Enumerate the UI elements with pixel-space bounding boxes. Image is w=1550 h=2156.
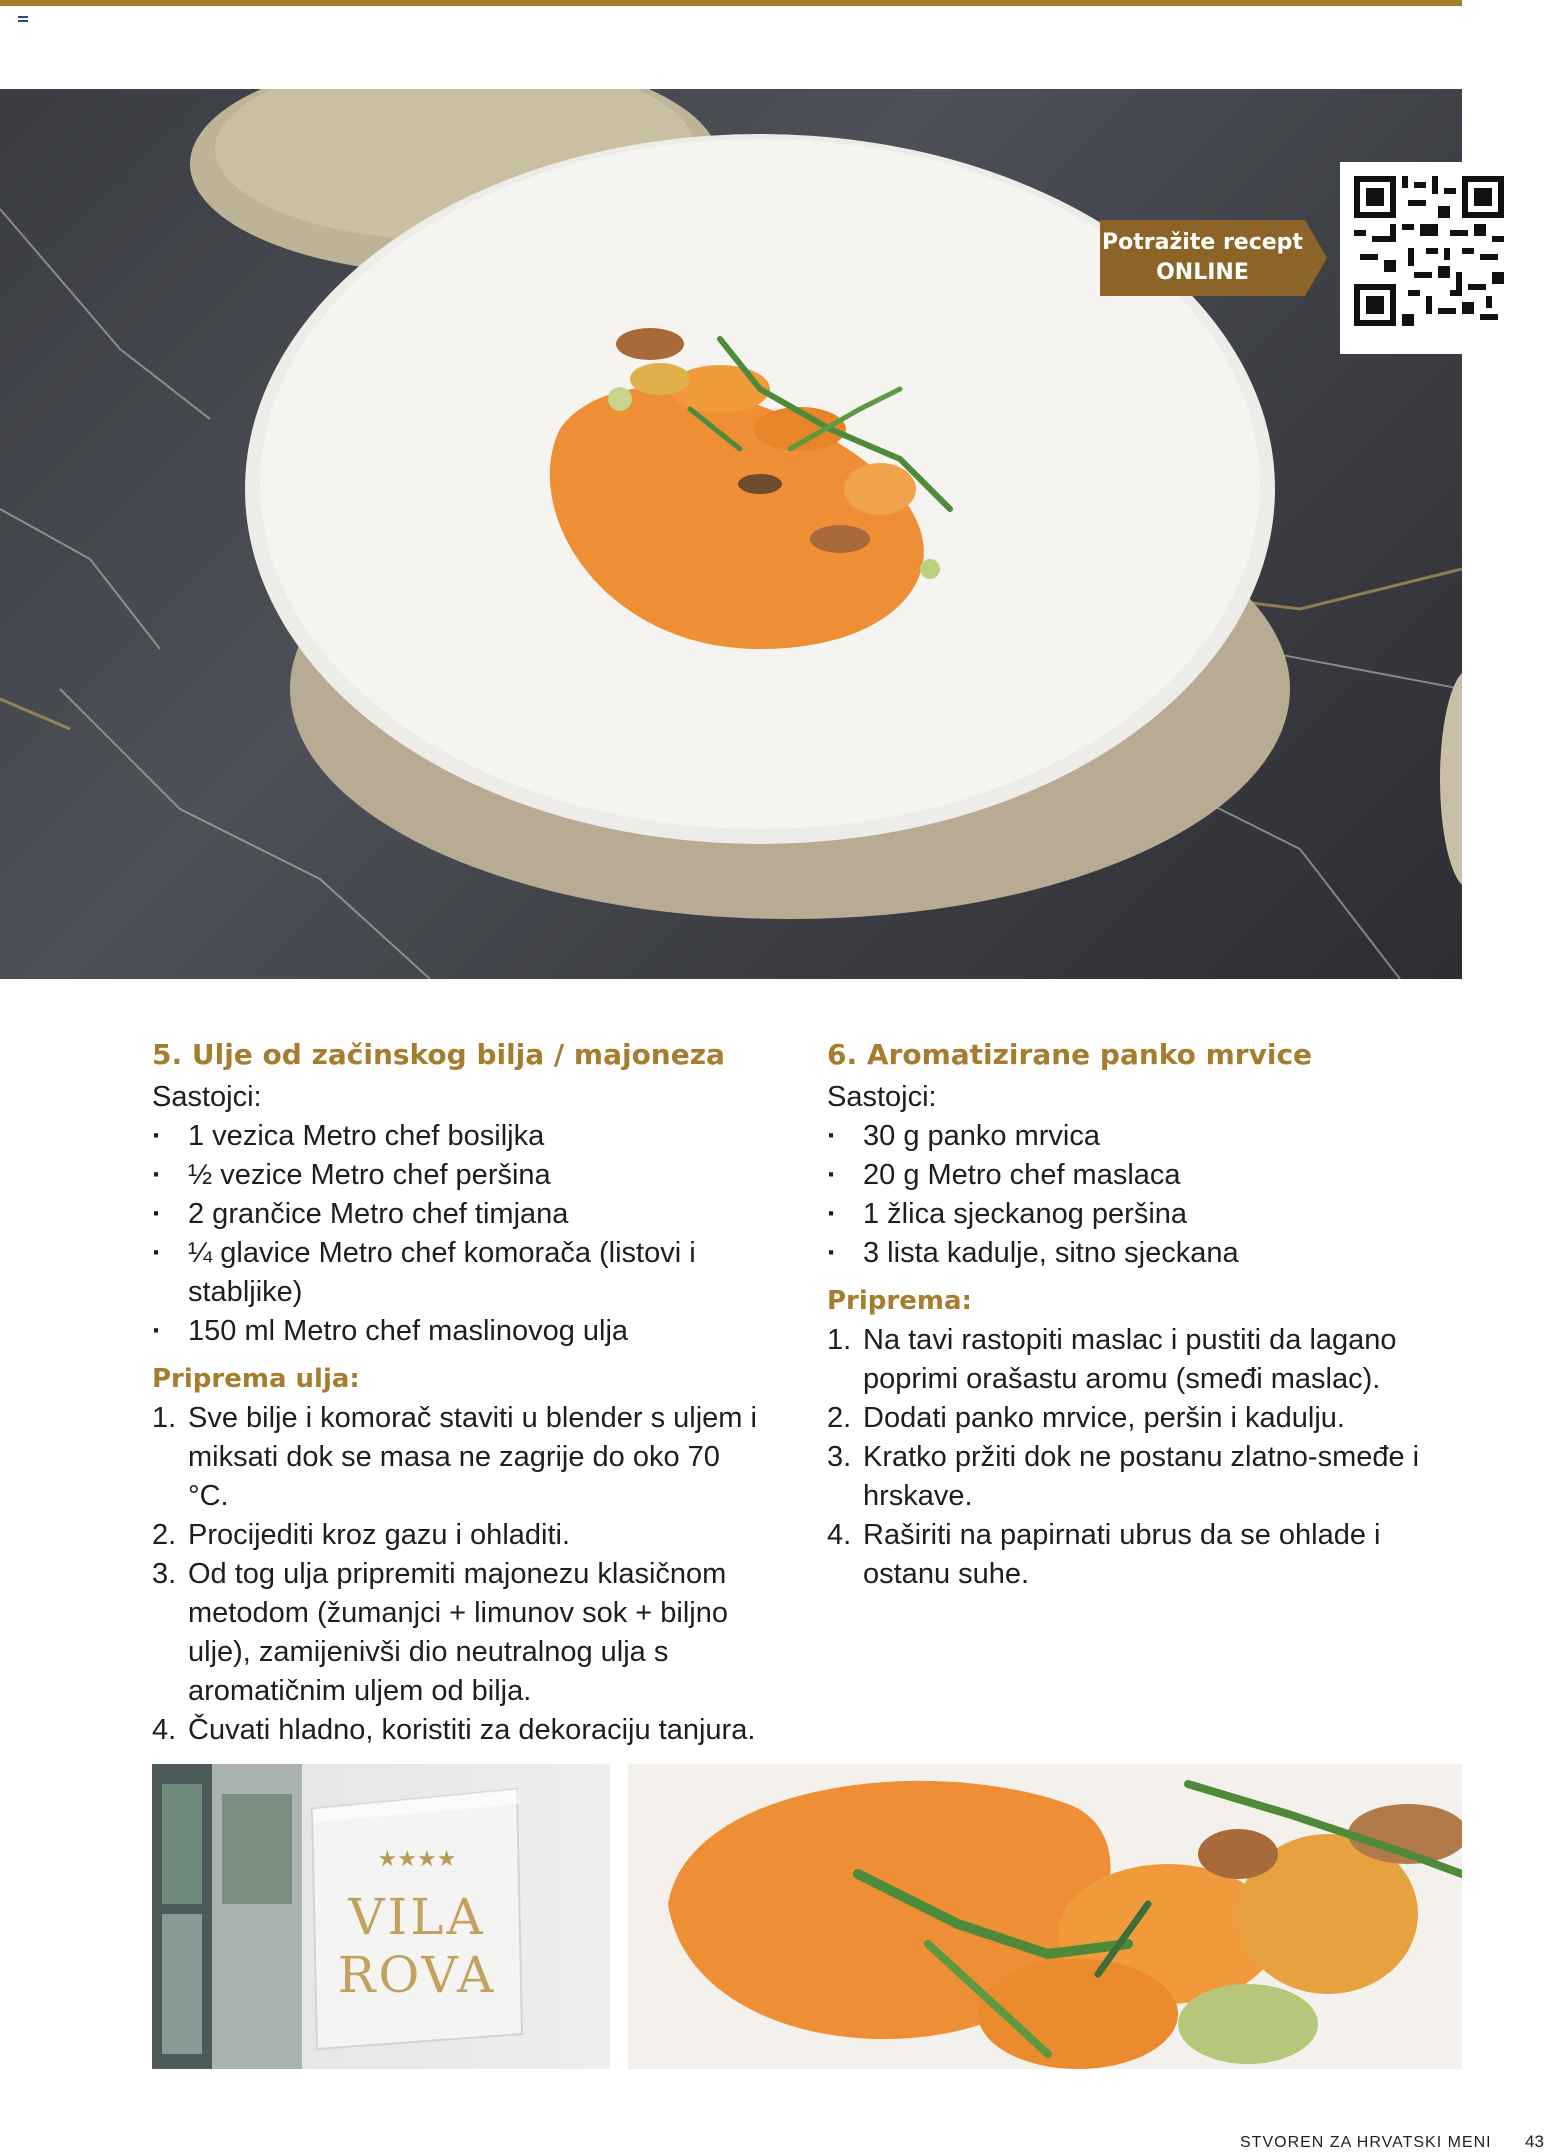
list-item [827,1321,1467,1399]
online-recipe-callout[interactable] [1100,220,1305,296]
section-title-5: 5. Ulje od začinskog bilja / majoneza [152,1038,725,1071]
dish-closeup-photo [628,1764,1462,2069]
ingredients-label: Sastojci: [152,1081,262,1113]
step-number: 4. [827,1519,852,1551]
ingredients-list [152,1117,762,1351]
step-number: 2. [152,1519,177,1551]
step-text: Raširiti na papirnati ubrus da se ohlade i ostanu suhe. [863,1519,1381,1590]
page-number: 43 [1525,2132,1544,2151]
list-item: · 150 ml Metro chef maslinovog ulja [152,1312,762,1351]
qr-code-icon[interactable] [1340,162,1518,354]
qr-code-graphic [1354,176,1504,326]
step-text: Procijediti kroz gazu i ohladiti. [188,1519,571,1551]
list-item: · 3 lista kadulje, sitno sjeckana [827,1234,1467,1273]
list-item: · 30 g panko mrvica [827,1117,1467,1156]
step-text: Dodati panko mrvice, peršin i kadulju. [863,1402,1345,1434]
method-label: Priprema: [827,1286,972,1316]
list-item [827,1438,1467,1516]
method-steps [152,1399,762,1750]
step-number: 3. [152,1558,177,1590]
callout-line-2: ONLINE [1156,260,1249,285]
ingredients-list [827,1117,1467,1273]
list-item [152,1555,762,1711]
step-number: 1. [152,1402,177,1434]
section-title-6: 6. Aromatizirane panko mrvice [827,1038,1313,1071]
step-number: 4. [152,1714,177,1746]
footer-tagline: STVOREN ZA HRVATSKI MENI [1240,2134,1492,2151]
step-text: Kratko pržiti dok ne postanu zlatno-smeđe i hrskave. [863,1441,1420,1512]
list-item: · 2 grančice Metro chef timjana [152,1195,762,1234]
step-number: 1. [827,1324,852,1356]
method-steps [827,1321,1467,1594]
step-text: Sve bilje i komorač staviti u blender s uljem i miksati dok se masa ne zagrije do oko 70 °C. [188,1402,757,1512]
list-item: · 1 žlica sjeckanog peršina [827,1195,1467,1234]
list-item [827,1399,1467,1438]
list-item [827,1516,1467,1594]
hotel-sign-photo [152,1764,610,2069]
hotel-sign-illustration [152,1764,610,2069]
step-text: Na tavi rastopiti maslac i pustiti da lagano poprimi orašastu aromu (smeđi maslac). [863,1324,1397,1395]
method-label: Priprema ulja: [152,1364,360,1394]
sign-line-2: ROVA [337,1946,497,2004]
step-text: Čuvati hladno, koristiti za dekoraciju tanjura. [188,1714,756,1746]
list-item [152,1399,762,1516]
list-item: · 1 vezica Metro chef bosiljka [152,1117,762,1156]
ingredients-label: Sastojci: [827,1081,937,1113]
list-item: · ¼ glavice Metro chef komorača (listovi i stabljike) [152,1234,762,1312]
recipe-step-6 [827,1032,1467,1594]
list-item [152,1516,762,1555]
list-item: · ½ vezice Metro chef peršina [152,1156,762,1195]
step-number: 3. [827,1441,852,1473]
dish-closeup-illustration [628,1764,1462,2069]
step-number: 2. [827,1402,852,1434]
top-rule [0,0,1462,6]
list-item: · 20 g Metro chef maslaca [827,1156,1467,1195]
sign-line-1: VILA [348,1888,486,1946]
list-item [152,1711,762,1750]
step-text: Od tog ulja pripremiti majonezu klasičnom metodom (žumanjci + limunov sok + biljno ulje), zamijenivši dio neutralnog ulja s aromatičnim uljem od bilja. [188,1558,728,1707]
recipe-step-5 [152,1032,762,1750]
sign-stars: ★★★★ [377,1847,457,1872]
callout-line-1: Potražite recept [1102,230,1303,255]
menu-icon[interactable] [18,16,28,25]
